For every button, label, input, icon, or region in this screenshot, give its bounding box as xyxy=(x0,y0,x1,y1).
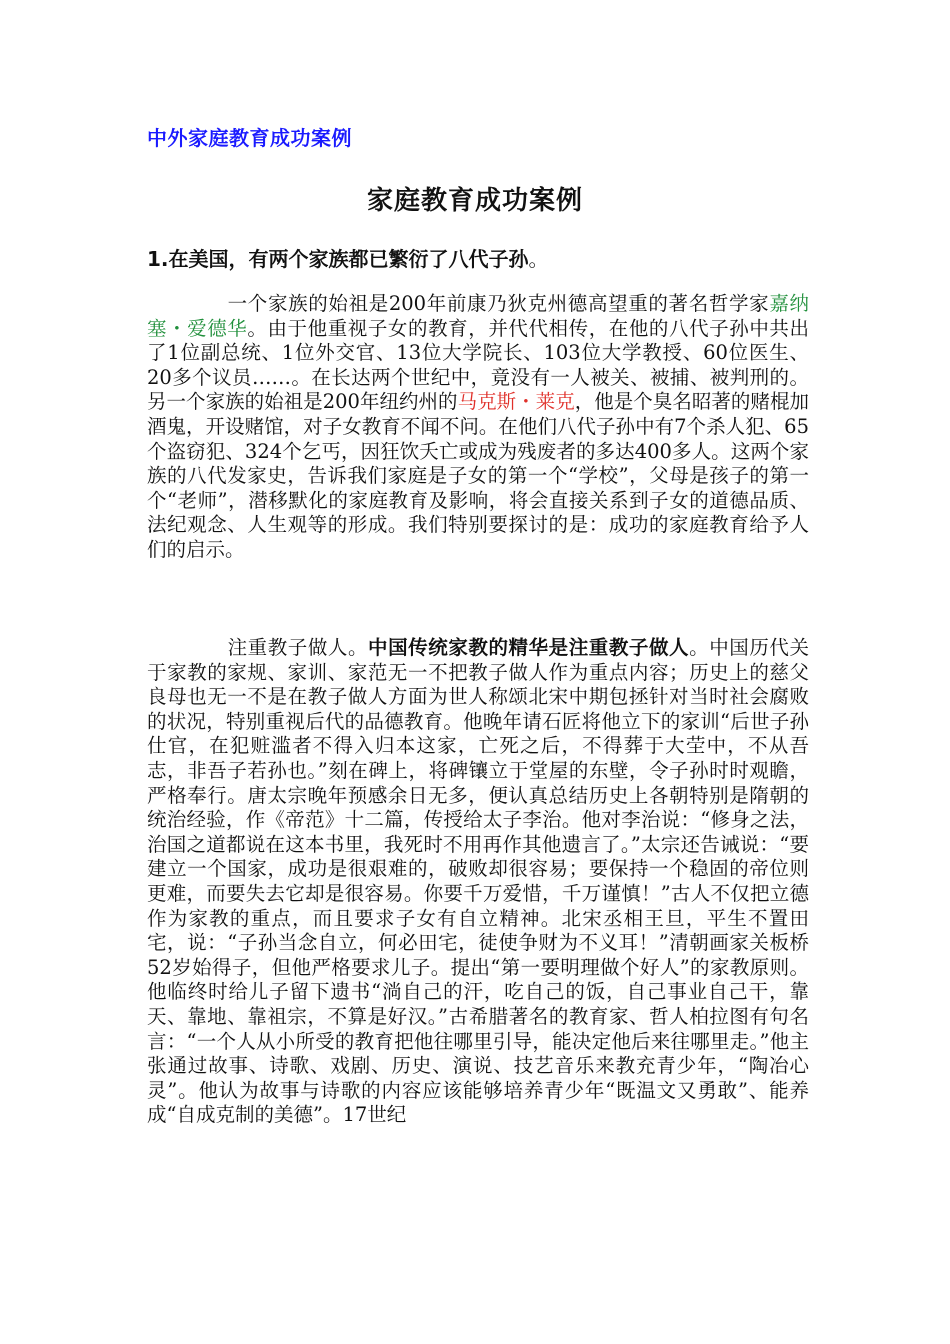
section-heading xyxy=(147,243,549,272)
paragraph-1-part1: 一个家族的始祖是200年前康乃狄克州德高望重的著名哲学家 xyxy=(227,292,770,315)
section-heading-tail: 。 xyxy=(528,247,549,271)
section-heading-text: 1.在美国，有两个家族都已繁衍了八代子孙 xyxy=(147,247,529,271)
paragraph-1-part2: 。由于他重视子女的教育，并代代相传，在他的八代子孙中共出了1位副总统、1位外交官、13位大学院长、103位大学教授、60位医生、20多个议员……。在长达两个世纪中，竟没有一人被关、被捕、被判刑的。另一个家族的始祖是200年纽约州的 xyxy=(147,316,809,414)
paragraph-2-lead: 注重教子做人。 xyxy=(227,636,369,659)
header-link[interactable]: 中外家庭教育成功案例 xyxy=(147,126,352,150)
paragraph-1-part3: ，他是个臭名昭著的赌棍加酒鬼，开设赌馆，对子女教育不闻不问。在他们八代子孙中有7个杀人犯、65个盗窃犯、324个乞丐，因狂饮夭亡或成为残废者的多达400多人。这两个家族的八代发家史，告诉我们家庭是子女的第一个“学校”，父母是孩子的第一个“老师”，潜移默化的家庭教育及影响，将会直接关系到子女的道德品质、法纪观念、人生观等的形成。我们特别要探讨的是：成功的家庭教育给予人们的启示。 xyxy=(147,390,809,561)
paragraph-2-emphasis: 中国传统家教的精华是注重教子做人 xyxy=(368,636,690,659)
person-name-jukes[interactable]: 马克斯・莱克 xyxy=(457,390,575,414)
paragraph-1 xyxy=(147,292,809,563)
paragraph-2 xyxy=(147,636,809,1128)
paragraph-2-body: 。中国历代关于家教的家规、家训、家范无一不把教子做人作为重点内容；历史上的慈父良母也无一不是在教子做人方面为世人称颂北宋中期包拯针对当时社会腐败的状况，特别重视后代的品德教育。他晚年请石匠将他立下的家训“后世子孙仕官，在犯赃滥者不得入归本这家，亡死之后，不得葬于大茔中，不从吾志，非吾子若孙也。”刻在碑上，将碑镶立于堂屋的东壁，令子孙时时观瞻，严格奉行。唐太宗晚年预感余日无多，便认真总结历史上各朝特别是隋朝的统治经验，作《帝范》十二篇，传授给太子李治。他对李治说：“修身之法，治国之道都说在这本书里，我死时不用再作其他遗言了。”太宗还告诫说：“要建立一个国家，成功是很艰难的，破败却很容易；要保持一个稳固的帝位则更难，而要失去它却是很容易。你要千万爱惜，千万谨慎！”古人不仅把立德作为家教的重点，而且要求子女有自立精神。北宋丞相王旦，平生不置田宅，说：“子孙当念自立，何必田宅，徒使争财为不义耳！”清朝画家关板桥52岁始得子，但他严格要求儿子。提出“第一要明理做个好人”的家教原则。他临终时给儿子留下遗书“淌自己的汗，吃自己的饭，自己事业自己干，靠天、靠地、靠祖宗，不算是好汉。”古希腊著名的教育家、哲人柏拉图有句名言：“一个人从小所受的教育把他往哪里引导，能决定他后来往哪里走。”他主张通过故事、诗歌、戏剧、历史、演说、技艺音乐来教充青少年，“陶冶心灵”。他认为故事与诗歌的内容应该能够培养青少年“既温文又勇敢”、能养成“自成克制的美德”。17世纪 xyxy=(147,636,809,1127)
document-title: 家庭教育成功案例 xyxy=(366,186,583,216)
person-name-edwards[interactable]: 嘉纳塞・爱德华 xyxy=(147,292,809,340)
